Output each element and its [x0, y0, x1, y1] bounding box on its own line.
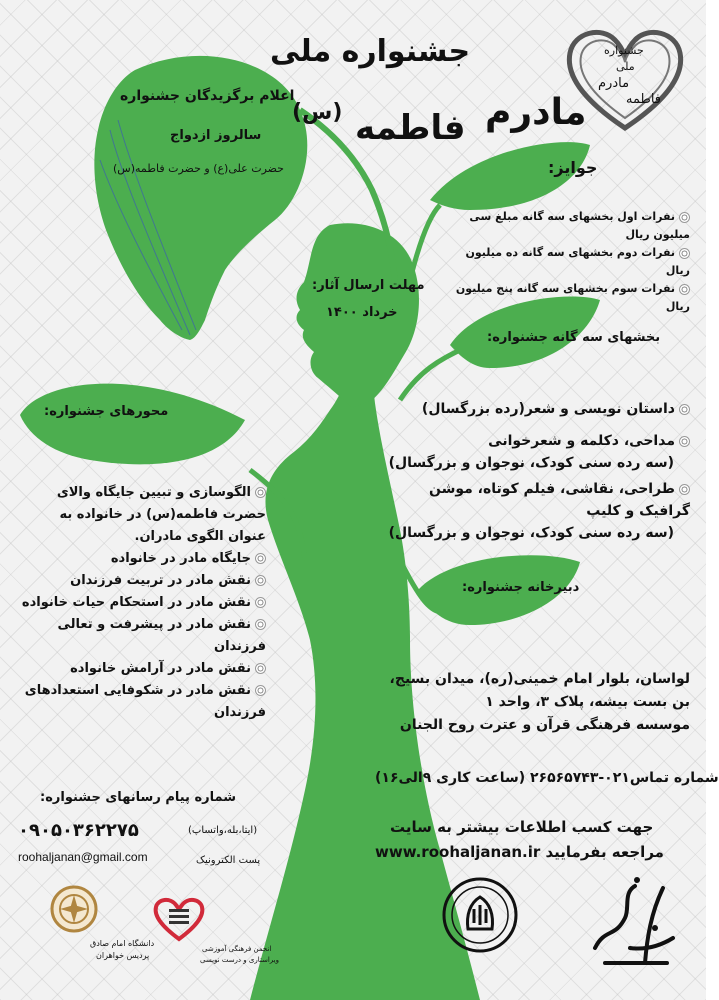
website-link[interactable]: www.roohaljanan.ir — [375, 843, 541, 861]
messengers-phone-note: (ایتا،بله،واتساپ) — [188, 825, 258, 836]
leaf-stem-4 — [410, 205, 440, 280]
anjoman-logo — [148, 895, 279, 985]
list-item: نفرات سوم بخشهای سه گانه پنج میلیون ریال — [455, 282, 690, 313]
title-line2: مادرم — [485, 92, 587, 133]
seal-icon — [440, 875, 520, 955]
deadline-date: خرداد ۱۴۰۰ — [326, 305, 398, 320]
messengers-email-note: پست الکترونیک — [196, 855, 261, 866]
axes-item: نقش مادر در تربیت فرزندان — [20, 570, 266, 592]
university-logo — [42, 885, 155, 985]
axes-item: نقش مادر در پیشرفت و تعالی فرزندان — [57, 617, 266, 654]
list-item: نفرات دوم بخشهای سه گانه ده میلیون ریال — [465, 246, 690, 277]
title-line1: جشنواره ملی — [270, 34, 471, 69]
announce-line2: سالروز ازدواج — [170, 128, 262, 143]
prizes-heading: جوایز: — [548, 158, 598, 177]
heart-logo-text-4: فاطمه — [626, 92, 662, 107]
flower-bullet-icon — [679, 404, 690, 415]
flower-bullet-icon — [255, 619, 266, 630]
list-item: نفرات اول بخشهای سه گانه مبلغ سی میلیون ریال — [469, 210, 690, 241]
flower-bullet-icon — [255, 553, 266, 564]
flower-bullet-icon — [255, 663, 266, 674]
sections-heading: بخشهای سه گانه جشنواره: — [487, 330, 661, 345]
sections-list — [385, 398, 690, 544]
festival-heart-logo — [560, 18, 690, 138]
university-name: دانشگاه امام صادق — [90, 939, 155, 948]
info-line2 — [375, 843, 690, 861]
axes-item: الگوسازی و تبیین جایگاه والای — [20, 482, 266, 504]
flower-bullet-icon — [679, 284, 690, 295]
flower-bullet-icon — [679, 212, 690, 223]
section-item: مداحی، دکلمه و شعرخوانی — [385, 430, 690, 452]
flower-bullet-icon — [255, 597, 266, 608]
messengers-email[interactable]: roohaljanan@gmail.com — [18, 850, 148, 864]
axes-list-block — [20, 482, 266, 724]
section-item-sub: (سه رده سنی کودک، نوجوان و بزرگسال) — [388, 525, 674, 541]
axes-item: نقش مادر در آرامش خانواده — [20, 658, 266, 680]
announce-line1: اعلام برگزیدگان جشنواره — [120, 88, 295, 104]
section-item-sub: (سه رده سنی کودک، نوجوان و بزرگسال) — [388, 455, 674, 471]
flower-bullet-icon — [255, 685, 266, 696]
info-suffix: مراجعه بفرمایید — [545, 843, 664, 861]
axes-item-cont: فرزندان — [213, 705, 266, 720]
heart-logo-text-3: مادرم — [598, 76, 630, 91]
rooh-seal-logo — [440, 875, 520, 955]
university-seal-icon — [50, 885, 98, 933]
rooh-calligraphy-logo — [575, 868, 690, 978]
axes-item: جایگاه مادر در خانواده — [20, 548, 266, 570]
axes-item-cont: حضرت فاطمه(س) در خانواده به — [59, 507, 266, 522]
address-line: موسسه فرهنگی قرآن و عترت روح الجنان — [399, 717, 690, 733]
heart-logo-text-1: جشنواره — [604, 44, 644, 57]
calligraphy-icon — [575, 868, 690, 978]
secretariat-heading: دبیرخانه جشنواره: — [462, 580, 580, 595]
address-line: بن بست بیشه، پلاک ۳، واحد ۱ — [485, 694, 690, 710]
anjoman-sub: ویراستاری و درست نویسی — [200, 956, 279, 964]
axes-item: نقش مادر در استحکام حیات خانواده — [20, 592, 266, 614]
info-line1: جهت کسب اطلاعات بیشتر به سایت — [390, 818, 654, 836]
prizes-list — [452, 208, 690, 316]
flower-bullet-icon — [255, 575, 266, 586]
axes-item: نقش مادر در شکوفایی استعدادهای — [20, 680, 266, 702]
anjoman-name: انجمن فرهنگی آموزشی — [202, 945, 272, 953]
title-line3: فاطمه — [355, 108, 466, 148]
leaf-axes — [20, 384, 245, 465]
messengers-heading: شماره پیام رسانهای جشنواره: — [40, 790, 236, 805]
axes-item-cont: عنوان الگوی مادران. — [134, 529, 266, 544]
title-honorific: (س) — [292, 100, 343, 125]
announce-line3: حضرت علی(ع) و حضرت فاطمه(س) — [113, 162, 284, 175]
university-sub: پردیس خواهران — [96, 951, 150, 960]
section-item: داستان نویسی و شعر(رده بزرگسال) — [385, 398, 690, 420]
secretariat-address — [365, 668, 690, 737]
address-line: لواسان، بلوار امام خمینی(ره)، میدان بسیج، — [389, 671, 690, 687]
section-item: طراحی، نقاشی، فیلم کوتاه، موشن گرافیک و کلیپ — [428, 481, 690, 519]
flower-bullet-icon — [679, 436, 690, 447]
heart-book-icon — [152, 895, 206, 943]
flower-bullet-icon — [679, 248, 690, 259]
flower-bullet-icon — [255, 487, 266, 498]
messengers-phone[interactable]: ۰۹۰۵۰۳۶۲۲۷۵ — [18, 820, 139, 841]
leaf-stem-3 — [400, 350, 460, 400]
contact-phone: شماره تماس۰۲۱-۲۶۵۶۵۷۴۳ (ساعت کاری ۹الی۱۶) — [375, 770, 719, 786]
axes-heading: محورهای جشنواره: — [44, 404, 169, 419]
heart-logo-text-2: ملی — [616, 60, 635, 73]
flower-bullet-icon — [679, 484, 690, 495]
deadline-heading: مهلت ارسال آثار: — [312, 278, 425, 293]
